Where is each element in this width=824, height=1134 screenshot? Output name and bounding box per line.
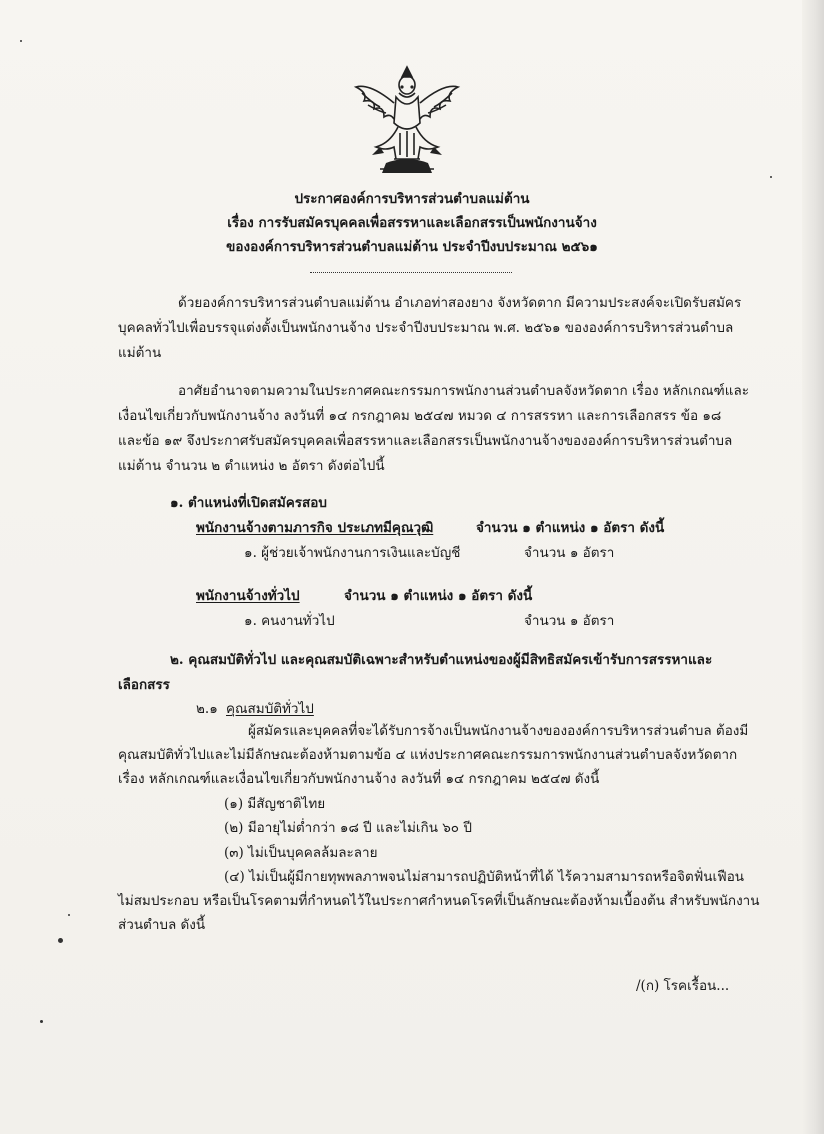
announcement-subject: เรื่อง การรับสมัครบุคคลเพื่อสรรหาและเลือกสรรเป็นพนักงานจ้าง	[227, 215, 597, 231]
qualification-item-4-line-3: ส่วนตำบล ดังนี้	[118, 917, 206, 933]
group-1-summary: จำนวน ๑ ตำแหน่ง ๑ อัตรา ดังนี้	[476, 520, 665, 536]
page-edge-shadow	[802, 0, 824, 1134]
intro-paragraph-1-line-1: ด้วยองค์การบริหารส่วนตำบลแม่ต้าน อำเภอท่าสองยาง จังหวัดตาก มีความประสงค์จะเปิดรับสมัคร	[178, 295, 742, 311]
group-1-position-item: ๑. ผู้ช่วยเจ้าพนักงานการเงินและบัญชี	[244, 545, 461, 561]
qualification-item-1: (๑) มีสัญชาติไทย	[224, 796, 326, 812]
subsection-2-1-title: คุณสมบัติทั่วไป	[226, 701, 314, 717]
intro-paragraph-1-line-3: แม่ต้าน	[118, 345, 162, 361]
group-1-title: พนักงานจ้างตามภารกิจ ประเภทมีคุณวุฒิ	[196, 520, 434, 536]
scan-speck	[770, 176, 772, 178]
subsection-2-1-number: ๒.๑	[196, 701, 218, 717]
qualification-paragraph-line-3: เรื่อง หลักเกณฑ์และเงื่อนไขเกี่ยวกับพนักงานจ้าง ลงวันที่ ๑๔ กรกฎาคม ๒๕๔๗ ดังนี้	[118, 771, 600, 787]
intro-paragraph-2-line-4: แม่ต้าน จำนวน ๒ ตำแหน่ง ๒ อัตรา ดังต่อไปนี้	[118, 458, 385, 474]
qualification-paragraph-line-1: ผู้สมัครและบุคคลที่จะได้รับการจ้างเป็นพนักงานจ้างขององค์การบริหารส่วนตำบล ต้องมี	[248, 723, 749, 739]
section-2-heading: ๒. คุณสมบัติทั่วไป และคุณสมบัติเฉพาะสำหรับตำแหน่งของผู้มีสิทธิสมัครเข้ารับการสรรหาและ	[170, 652, 713, 668]
continued-on-next-page: /(ก) โรคเรื้อน...	[636, 978, 730, 994]
group-2-title: พนักงานจ้างทั่วไป	[196, 588, 300, 604]
scan-speck	[20, 40, 22, 42]
intro-paragraph-2-line-1: อาศัยอำนาจตามความในประกาศคณะกรรมการพนักงานส่วนตำบลจังหวัดตาก เรื่อง หลักเกณฑ์และ	[178, 383, 749, 399]
section-1-heading: ๑. ตำแหน่งที่เปิดสมัครสอบ	[170, 495, 327, 511]
section-2-heading-line-2: เลือกสรร	[118, 677, 170, 693]
group-2-summary: จำนวน ๑ ตำแหน่ง ๑ อัตรา ดังนี้	[344, 588, 533, 604]
dotted-separator	[310, 272, 512, 273]
scan-speck	[68, 914, 70, 916]
garuda-emblem	[350, 63, 464, 179]
group-2-position-item: ๑. คนงานทั่วไป	[244, 613, 335, 629]
intro-paragraph-2-line-2: เงื่อนไขเกี่ยวกับพนักงานจ้าง ลงวันที่ ๑๔ กรกฎาคม ๒๕๔๗ หมวด ๔ การสรรหา และการเลือกสรร ข้อ ๑๘	[118, 408, 722, 424]
qualification-item-4: (๔) ไม่เป็นผู้มีกายทุพพลภาพจนไม่สามารถปฏิบัติหน้าที่ได้ ไร้ความสามารถหรือจิตฟั่นเฟือน	[224, 869, 745, 885]
intro-paragraph-2-line-3: และข้อ ๑๙ จึงประกาศรับสมัครบุคคลเพื่อสรรหาและเลือกสรรเป็นพนักงานจ้างขององค์การบริหารส่วนตำบล	[118, 433, 733, 449]
scan-speck	[40, 1020, 43, 1023]
announcement-subject-line2: ขององค์การบริหารส่วนตำบลแม่ต้าน ประจำปีงบประมาณ ๒๕๖๑	[226, 239, 598, 255]
group-2-position-count: จำนวน ๑ อัตรา	[524, 613, 615, 629]
qualification-item-4-line-2: ไม่สมประกอบ หรือเป็นโรคตามที่กำหนดไว้ในประกาศกำหนดโรคที่เป็นลักษณะต้องห้ามเบื้องต้น สำหรับพนักงาน	[118, 893, 760, 909]
group-1-position-count: จำนวน ๑ อัตรา	[524, 545, 615, 561]
qualification-paragraph-line-2: คุณสมบัติทั่วไปและไม่มีลักษณะต้องห้ามตามข้อ ๔ แห่งประกาศคณะกรรมการพนักงานส่วนตำบลจังหวัดตาก	[118, 747, 738, 763]
qualification-item-3: (๓) ไม่เป็นบุคคลล้มละลาย	[224, 845, 378, 861]
scan-speck	[58, 938, 63, 943]
announcement-title: ประกาศองค์การบริหารส่วนตำบลแม่ต้าน	[294, 191, 530, 207]
intro-paragraph-1-line-2: บุคคลทั่วไปเพื่อบรรจุแต่งตั้งเป็นพนักงานจ้าง ประจำปีงบประมาณ พ.ศ. ๒๕๖๑ ขององค์การบริหารส่วนตำบล	[118, 320, 734, 336]
qualification-item-2: (๒) มีอายุไม่ต่ำกว่า ๑๘ ปี และไม่เกิน ๖๐ ปี	[224, 820, 472, 836]
